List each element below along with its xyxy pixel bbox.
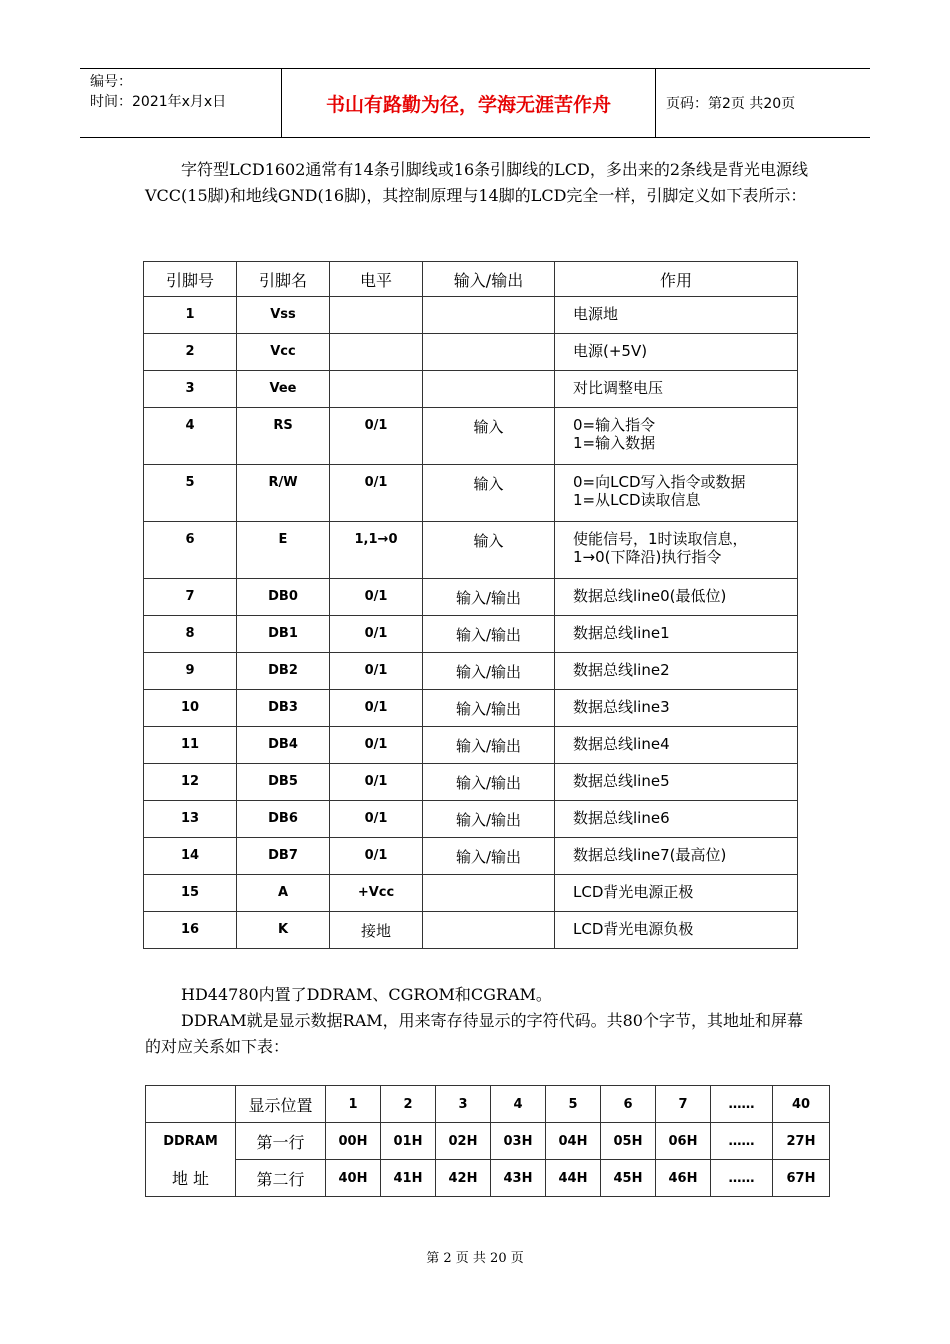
pin-no-cell: 5 [144, 465, 237, 522]
pin-level-cell: 0/1 [330, 465, 423, 522]
pin-function-cell [555, 408, 798, 465]
pin-row [144, 838, 798, 875]
pin-level-cell: 0/1 [330, 727, 423, 764]
pin-function-line-1: 对比调整电压 [573, 379, 664, 397]
pin-row [144, 875, 798, 912]
pin-row [144, 297, 798, 334]
pin-row [144, 465, 798, 522]
header-function: 作用 [555, 262, 798, 297]
pin-name-cell: Vcc [237, 334, 330, 371]
pin-function-line-1: 数据总线line4 [573, 735, 670, 753]
pin-function-cell [555, 297, 798, 334]
ddram-position-cell: 5 [546, 1086, 601, 1123]
pin-level-cell: 0/1 [330, 653, 423, 690]
pin-function-cell [555, 875, 798, 912]
pin-level-cell [330, 334, 423, 371]
pin-level-cell [330, 297, 423, 334]
ddram-label: DDRAM [146, 1123, 236, 1160]
pin-level-cell: 0/1 [330, 579, 423, 616]
ddram-row2-cell: 44H [546, 1160, 601, 1197]
header-io: 输入/输出 [423, 262, 555, 297]
pin-function-cell [555, 579, 798, 616]
ddram-row1-cell: …… [711, 1123, 773, 1160]
pin-name-cell: Vee [237, 371, 330, 408]
pin-function-line-1: 数据总线line5 [573, 772, 670, 790]
pin-name-cell: DB5 [237, 764, 330, 801]
ddram-row2-cell: 67H [773, 1160, 830, 1197]
pin-row [144, 371, 798, 408]
pin-function-line-1: 数据总线line2 [573, 661, 670, 679]
pin-function-line-1: 数据总线line1 [573, 624, 670, 642]
pin-no-cell: 6 [144, 522, 237, 579]
pin-name-cell: DB0 [237, 579, 330, 616]
pin-no-cell: 1 [144, 297, 237, 334]
ddram-row2-cell: 40H [326, 1160, 381, 1197]
pin-no-cell: 4 [144, 408, 237, 465]
pin-function-cell [555, 912, 798, 949]
pin-function-line-1: 电源(+5V) [573, 342, 648, 360]
intro-paragraph: 字符型LCD1602通常有14条引脚线或16条引脚线的LCD，多出来的2条线是背光电源线VCC(15脚)和地线GND(16脚)，其控制原理与14脚的LCD完全一样，引脚定义如下表所示： [145, 160, 809, 205]
pin-name-cell: DB1 [237, 616, 330, 653]
pin-function-line-2: 1→0(下降沿)执行指令 [573, 548, 722, 566]
pin-row [144, 334, 798, 371]
ddram-table [145, 1085, 830, 1197]
pin-function-line-1: 数据总线line6 [573, 809, 670, 827]
ddram-addr-label: 地 址 [146, 1160, 236, 1197]
pin-name-cell: DB2 [237, 653, 330, 690]
pin-function-cell [555, 838, 798, 875]
pin-level-cell: 0/1 [330, 801, 423, 838]
pin-io-cell: 输入/输出 [423, 579, 555, 616]
pin-no-cell: 14 [144, 838, 237, 875]
pin-level-cell: 接地 [330, 912, 423, 949]
pin-io-cell: 输入/输出 [423, 764, 555, 801]
pin-function-cell [555, 616, 798, 653]
pin-name-cell: A [237, 875, 330, 912]
ddram-row2-cell: 41H [381, 1160, 436, 1197]
pin-no-cell: 2 [144, 334, 237, 371]
page-header [80, 68, 870, 138]
pin-function-line-1: 数据总线line3 [573, 698, 670, 716]
header-left [80, 69, 282, 137]
ddram-row1-cell: 00H [326, 1123, 381, 1160]
pin-function-cell [555, 371, 798, 408]
ddram-row1-label: 第一行 [236, 1123, 326, 1160]
mid-paragraph-2: DDRAM就是显示数据RAM，用来寄存待显示的字符代码。共80个字节，其地址和屏幕的对应关系如下表： [145, 1011, 803, 1056]
time-label: 时间：2021年x月x日 [90, 94, 227, 110]
ddram-position-cell: 1 [326, 1086, 381, 1123]
pin-row [144, 653, 798, 690]
pin-row [144, 690, 798, 727]
page-footer: 第 2 页 共 20 页 [426, 1251, 524, 1266]
ddram-position-cell: 7 [656, 1086, 711, 1123]
ddram-row2-cell: 46H [656, 1160, 711, 1197]
pin-io-cell: 输入/输出 [423, 690, 555, 727]
ddram-position-cell: 6 [601, 1086, 656, 1123]
ddram-row1-cell: 06H [656, 1123, 711, 1160]
pin-function-cell [555, 727, 798, 764]
pin-no-cell: 9 [144, 653, 237, 690]
pin-io-cell: 输入/输出 [423, 616, 555, 653]
ddram-row2-cell: 43H [491, 1160, 546, 1197]
ddram-position-row [146, 1086, 830, 1123]
pin-no-cell: 7 [144, 579, 237, 616]
pin-level-cell: 0/1 [330, 838, 423, 875]
pin-name-cell: DB6 [237, 801, 330, 838]
mid-paragraph-1: HD44780内置了DDRAM、CGROM和CGRAM。 [181, 985, 552, 1004]
ddram-row2-cell: 42H [436, 1160, 491, 1197]
ddram-row1-cell: 01H [381, 1123, 436, 1160]
pin-io-cell [423, 371, 555, 408]
pin-function-cell [555, 801, 798, 838]
pin-io-cell [423, 912, 555, 949]
pin-row [144, 764, 798, 801]
pin-level-cell: 0/1 [330, 616, 423, 653]
pin-level-cell: 0/1 [330, 690, 423, 727]
pin-level-cell [330, 371, 423, 408]
pin-io-cell [423, 875, 555, 912]
pin-no-cell: 13 [144, 801, 237, 838]
pin-function-line-1: 使能信号，1时读取信息， [573, 530, 748, 548]
pin-row [144, 616, 798, 653]
pin-level-cell: 0/1 [330, 408, 423, 465]
pin-io-cell: 输入/输出 [423, 653, 555, 690]
pin-level-cell: 1,1→0 [330, 522, 423, 579]
ddram-row1-cell: 04H [546, 1123, 601, 1160]
ddram-position-cell: 4 [491, 1086, 546, 1123]
pin-name-cell: K [237, 912, 330, 949]
pin-no-cell: 12 [144, 764, 237, 801]
pin-function-cell [555, 465, 798, 522]
pin-name-cell: DB3 [237, 690, 330, 727]
pin-no-cell: 15 [144, 875, 237, 912]
pin-row [144, 912, 798, 949]
ddram-row1-cell: 27H [773, 1123, 830, 1160]
pin-name-cell: DB4 [237, 727, 330, 764]
pin-function-cell [555, 764, 798, 801]
pin-io-cell: 输入/输出 [423, 727, 555, 764]
pin-function-line-1: 0=输入指令 [573, 416, 656, 434]
pin-name-cell: R/W [237, 465, 330, 522]
pin-row [144, 522, 798, 579]
pin-io-cell [423, 334, 555, 371]
ddram-position-cell: 40 [773, 1086, 830, 1123]
pin-no-cell: 16 [144, 912, 237, 949]
header-pin-name: 引脚名 [237, 262, 330, 297]
pin-function-line-2: 1=从LCD读取信息 [573, 491, 701, 509]
pin-function-line-1: LCD背光电源负极 [573, 920, 694, 938]
pin-function-line-1: 数据总线line7(最高位) [573, 846, 727, 864]
header-motto: 书山有路勤为径，学海无涯苦作舟 [282, 69, 656, 137]
ddram-row2-cell: …… [711, 1160, 773, 1197]
pin-no-cell: 10 [144, 690, 237, 727]
pin-row [144, 727, 798, 764]
pin-name-cell: Vss [237, 297, 330, 334]
ddram-position-cell: …… [711, 1086, 773, 1123]
ddram-row-1 [146, 1123, 830, 1160]
pin-no-cell: 8 [144, 616, 237, 653]
pin-name-cell: RS [237, 408, 330, 465]
pin-function-line-1: 数据总线line0(最低位) [573, 587, 727, 605]
pin-function-line-1: LCD背光电源正极 [573, 883, 694, 901]
pin-io-cell: 输入/输出 [423, 838, 555, 875]
pin-name-cell: DB7 [237, 838, 330, 875]
pin-function-cell [555, 522, 798, 579]
pin-function-cell [555, 653, 798, 690]
pin-io-cell [423, 297, 555, 334]
ddram-row2-cell: 45H [601, 1160, 656, 1197]
pin-function-cell [555, 690, 798, 727]
pin-name-cell: E [237, 522, 330, 579]
pin-function-line-2: 1=输入数据 [573, 434, 656, 452]
pin-io-cell: 输入/输出 [423, 801, 555, 838]
ddram-row2-label: 第二行 [236, 1160, 326, 1197]
ddram-corner-cell [146, 1086, 236, 1123]
pin-function-line-1: 电源地 [573, 305, 619, 323]
pin-io-cell: 输入 [423, 408, 555, 465]
number-label: 编号： [90, 74, 132, 90]
pin-table [143, 261, 798, 949]
pin-io-cell: 输入 [423, 522, 555, 579]
ddram-row-2 [146, 1160, 830, 1197]
pin-function-cell [555, 334, 798, 371]
pin-row [144, 408, 798, 465]
pin-no-cell: 11 [144, 727, 237, 764]
pin-row [144, 801, 798, 838]
pin-no-cell: 3 [144, 371, 237, 408]
pin-io-cell: 输入 [423, 465, 555, 522]
pin-level-cell: 0/1 [330, 764, 423, 801]
ddram-row1-cell: 02H [436, 1123, 491, 1160]
pin-table-body [144, 297, 798, 949]
pin-row [144, 579, 798, 616]
header-page: 页码：第2页 共20页 [666, 96, 796, 112]
pin-level-cell: +Vcc [330, 875, 423, 912]
pin-table-header [144, 262, 798, 297]
ddram-pos-header: 显示位置 [236, 1086, 326, 1123]
ddram-row1-cell: 05H [601, 1123, 656, 1160]
ddram-position-cell: 2 [381, 1086, 436, 1123]
pin-function-line-1: 0=向LCD写入指令或数据 [573, 473, 746, 491]
ddram-row1-cell: 03H [491, 1123, 546, 1160]
ddram-position-cell: 3 [436, 1086, 491, 1123]
header-pin-no: 引脚号 [144, 262, 237, 297]
header-level: 电平 [330, 262, 423, 297]
